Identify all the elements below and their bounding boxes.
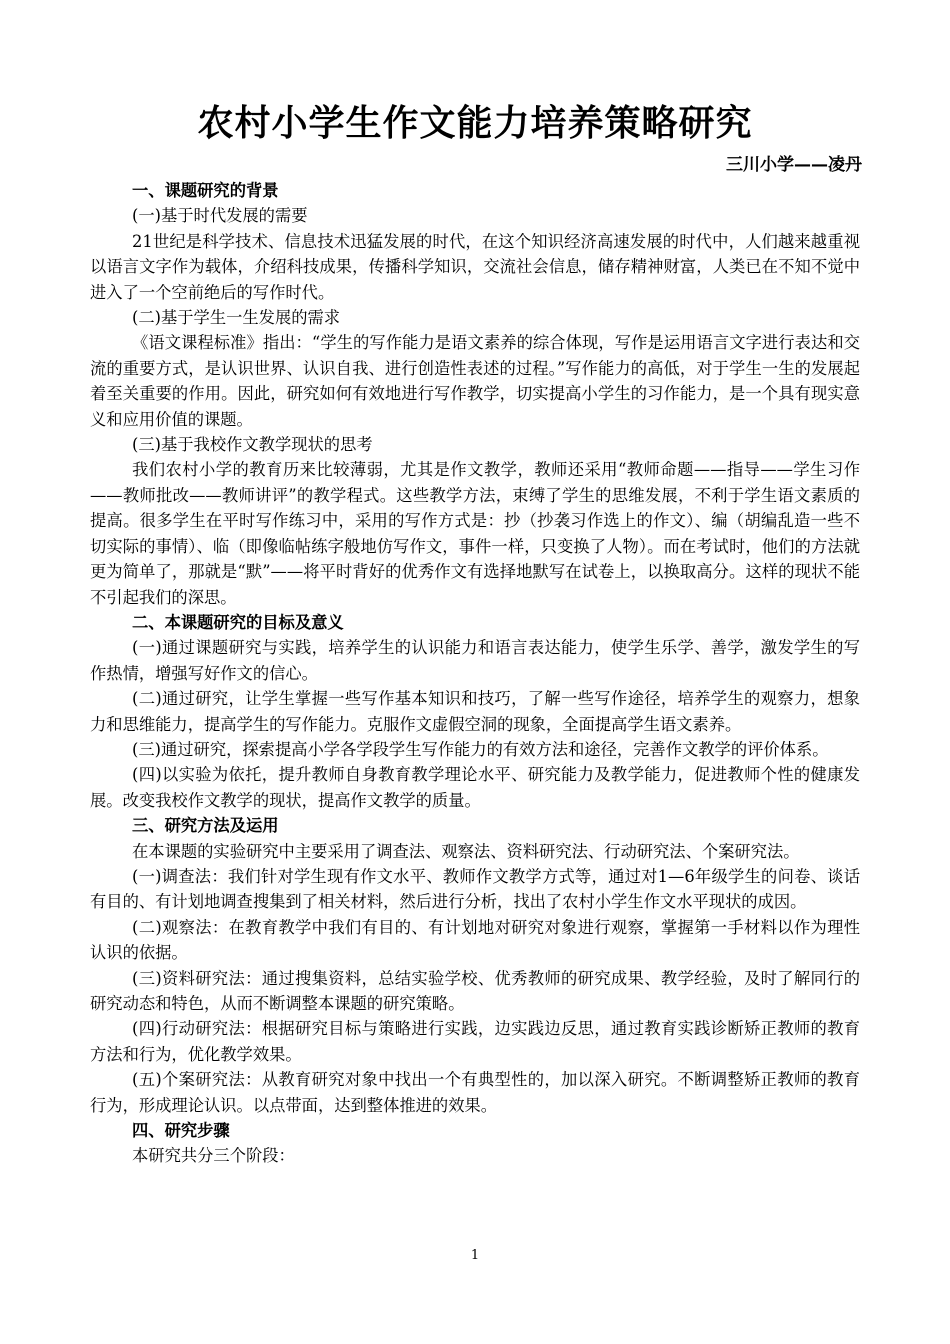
paragraph: (二)通过研究，让学生掌握一些写作基本知识和技巧，了解一些写作途径，培养学生的观察力，想象力和思维能力，提高学生的写作能力。克服作文虚假空洞的现象，全面提高学生语文素养。 — [90, 689, 860, 734]
author-line: 三川小学——凌丹 — [726, 155, 862, 175]
section-heading: 三、研究方法及运用 — [132, 816, 279, 836]
subsection-heading: (二)基于学生一生发展的需求 — [132, 308, 341, 328]
subsection-heading: (三)基于我校作文教学现状的思考 — [132, 435, 373, 455]
paragraph: 21世纪是科学技术、信息技术迅猛发展的时代，在这个知识经济高速发展的时代中，人们越来越重视以语言文字作为载体，介绍科技成果，传播科学知识，交流社会信息，储存精神财富，人类已在不知不觉中进入了一个空前绝后的写作时代。 — [90, 231, 860, 302]
paragraph: (三)通过研究，探索提高小学各学段学生写作能力的有效方法和途径，完善作文教学的评价体系。 — [132, 739, 829, 759]
paragraph: (三)资料研究法：通过搜集资料，总结实验学校、优秀教师的研究成果、教学经验，及时了解同行的研究动态和特色，从而不断调整本课题的研究策略。 — [90, 968, 860, 1013]
section-heading: 四、研究步骤 — [132, 1121, 230, 1141]
subsection-heading: (一)基于时代发展的需要 — [132, 206, 308, 226]
paragraph: 我们农村小学的教育历来比较薄弱，尤其是作文教学，教师还采用“教师命题——指导——学生习作——教师批改——教师讲评”的教学程式。这些教学方法，束缚了学生的思维发展，不利于学生语文素质的提高。很多学生在平时写作练习中，采用的写作方式是：抄（抄袭习作选上的作文）、编（胡编乱造一些不切实际的事情）、临（即像临帖练字般地仿写作文，事件一样，只变换了人物）。而在考试时，他们的方法就更为简单了，那就是“默”——将平时背好的优秀作文有选择地默写在试卷上，以换取高分。这样的现状不能不引起我们的深思。 — [90, 460, 860, 607]
document-body — [90, 178, 860, 1169]
paragraph: (一)调查法：我们针对学生现有作文水平、教师作文教学方式等，通过对1—6年级学生的问卷、谈话有目的、有计划地调查搜集到了相关材料，然后进行分析，找出了农村小学生作文水平现状的成因。 — [90, 866, 860, 912]
section-heading: 二、本课题研究的目标及意义 — [132, 612, 344, 632]
paragraph: 在本课题的实验研究中主要采用了调查法、观察法、资料研究法、行动研究法、个案研究法。 — [132, 841, 800, 861]
paragraph: (四)以实验为依托，提升教师自身教育教学理论水平、研究能力及教学能力，促进教师个性的健康发展。改变我校作文教学的现状，提高作文教学的质量。 — [90, 765, 860, 810]
paragraph: 本研究共分三个阶段： — [132, 1146, 295, 1166]
paragraph: (一)通过课题研究与实践，培养学生的认识能力和语言表达能力，使学生乐学、善学，激发学生的写作热情，增强写好作文的信心。 — [90, 638, 860, 683]
paragraph: (五)个案研究法：从教育研究对象中找出一个有典型性的，加以深入研究。不断调整矫正教师的教育行为，形成理论认识。以点带面，达到整体推进的效果。 — [90, 1070, 860, 1115]
page-number: 1 — [470, 1248, 480, 1263]
paragraph: 《语文课程标准》指出：“学生的写作能力是语文素养的综合体现，写作是运用语言文字进行表达和交流的重要方式，是认识世界、认识自我、进行创造性表述的过程。”写作能力的高低，对于学生一生的发展起着至关重要的作用。因此，研究如何有效地进行写作教学，切实提高小学生的习作能力，是一个具有现实意义和应用价值的课题。 — [90, 333, 860, 429]
paragraph: (四)行动研究法：根据研究目标与策略进行实践，边实践边反思，通过教育实践诊断矫正教师的教育方法和行为，优化教学效果。 — [90, 1019, 860, 1064]
document-page — [90, 96, 860, 1169]
paragraph: (二)观察法：在教育教学中我们有目的、有计划地对研究对象进行观察，掌握第一手材料以作为理性认识的依据。 — [90, 917, 860, 963]
document-title: 农村小学生作文能力培养策略研究 — [197, 103, 753, 144]
section-heading: 一、课题研究的背景 — [132, 181, 279, 200]
